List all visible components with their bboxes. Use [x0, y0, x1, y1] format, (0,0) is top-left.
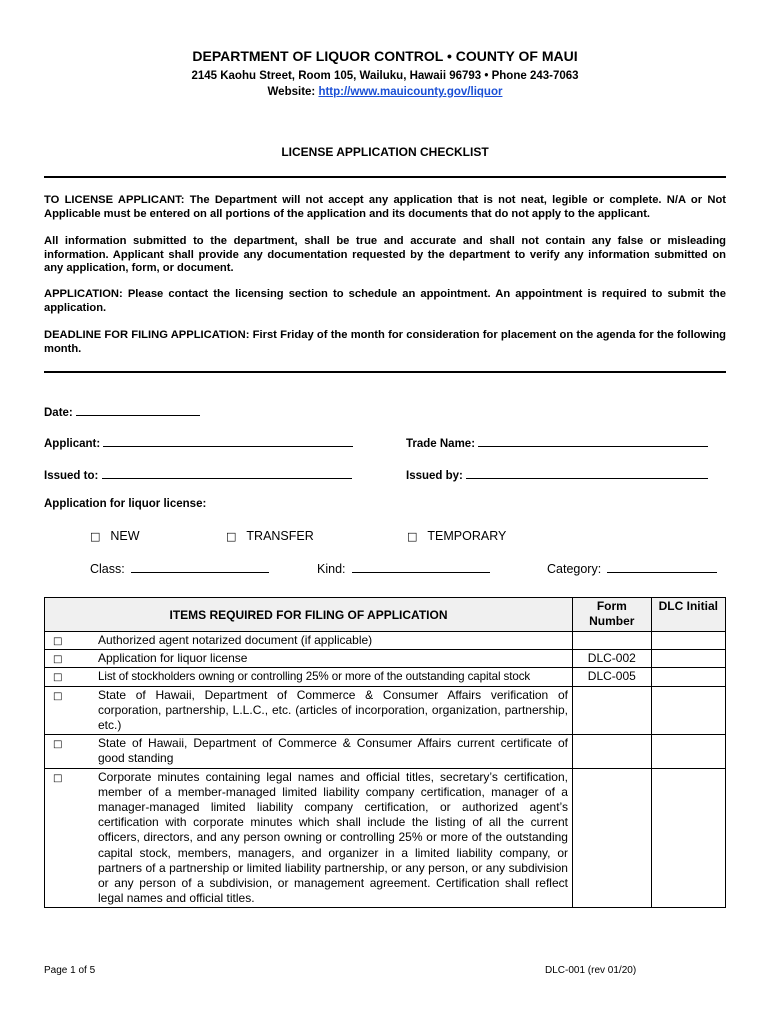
class-input-line[interactable] — [131, 560, 269, 573]
table-row — [45, 735, 726, 768]
item-cell — [45, 632, 573, 650]
item-checkbox[interactable]: □ — [53, 690, 63, 702]
kind-input-line[interactable] — [352, 560, 490, 573]
form-number-header: Form Number — [572, 598, 651, 632]
table-row — [45, 632, 726, 650]
checklist-title: LICENSE APPLICATION CHECKLIST — [281, 145, 489, 159]
item-text: Authorized agent notarized document (if applicable) — [98, 633, 373, 647]
option-temporary[interactable] — [407, 529, 506, 543]
form-revision: DLC-001 (rev 01/20) — [545, 965, 637, 976]
date-field — [44, 404, 200, 419]
dlc-initial-cell[interactable] — [651, 650, 725, 668]
page-number: Page 1 of 5 — [44, 965, 96, 976]
instruction-applicant: TO LICENSE APPLICANT: The Department will not accept any application that is not neat, legible or complete. N/A or Not Applicable must be entered on all portions of the application and its documents that do not apply to the applicant. — [44, 194, 726, 220]
transfer-label: TRANSFER — [246, 529, 314, 543]
table-row — [45, 650, 726, 668]
item-checkbox[interactable]: □ — [53, 739, 63, 751]
department-address: 2145 Kaohu Street, Room 105, Wailuku, Hawaii 96793 • Phone 243-7063 — [191, 70, 579, 82]
item-text: Application for liquor license — [98, 651, 248, 666]
item-text: Corporate minutes containing legal names and official titles, secretary’s certification, member of a member-managed limited liability company certification, manager of a manager-managed limited liability company certification, or authorized agent’s certification with corporate minutes which shall include the listing of all the current officers, directors, and any person owning or controlling 25% or more of the outstanding capital stock, members, managers, and organizer in a limited liability company, or partners of a partnership or limited liability partnership, or any person, or any subdivision or any person of a subdivision, or management agreement. Certification shall reflect legal names and official titles. — [98, 769, 568, 906]
website-label: Website: — [267, 86, 316, 98]
bottom-divider — [44, 371, 726, 373]
category-label: Category: — [547, 562, 602, 576]
issued-by-label: Issued by: — [406, 470, 463, 482]
application-for-label: Application for liquor license: — [44, 498, 207, 510]
form-number-cell: DLC-005 — [572, 668, 651, 686]
form-number-cell — [572, 768, 651, 908]
item-checkbox[interactable]: □ — [53, 672, 63, 684]
instruction-appointment: APPLICATION: Please contact the licensing section to schedule an appointment. An appointment is required to submit the application. — [44, 288, 726, 314]
item-checkbox[interactable]: □ — [53, 772, 63, 784]
items-header: ITEMS REQUIRED FOR FILING OF APPLICATION — [45, 598, 573, 632]
issued-to-field — [44, 467, 352, 482]
item-checkbox[interactable]: □ — [53, 654, 63, 666]
table-row — [45, 686, 726, 735]
instruction-deadline: DEADLINE FOR FILING APPLICATION: First Friday of the month for consideration for placement on the agenda for the following month. — [44, 329, 726, 355]
department-title: DEPARTMENT OF LIQUOR CONTROL • COUNTY OF MAUI — [192, 48, 578, 64]
item-text: State of Hawaii, Department of Commerce & Consumer Affairs current certificate of good standing — [98, 736, 568, 766]
department-website — [0, 86, 770, 98]
date-input-line[interactable] — [76, 404, 200, 416]
temporary-label: TEMPORARY — [427, 529, 507, 543]
top-divider — [44, 176, 726, 178]
item-checkbox[interactable]: □ — [53, 636, 63, 647]
item-cell — [45, 686, 573, 735]
table-row — [45, 668, 726, 686]
requirements-table — [44, 597, 726, 908]
item-cell — [45, 668, 573, 686]
new-label: NEW — [110, 529, 140, 543]
kind-field — [317, 560, 490, 576]
item-cell — [45, 768, 573, 908]
item-cell — [45, 650, 573, 668]
kind-label: Kind: — [317, 562, 346, 576]
instruction-accuracy: All information submitted to the department, shall be true and accurate and shall not contain any false or misleading information. Applicant shall provide any documentation requested by the department to verify any information submitted on any application, form, or document. — [44, 235, 726, 275]
trade-name-field — [406, 435, 708, 450]
trade-name-input-line[interactable] — [478, 435, 708, 447]
dlc-initial-header: DLC Initial — [651, 598, 725, 632]
applicant-input-line[interactable] — [103, 435, 353, 447]
form-number-cell — [572, 632, 651, 650]
temporary-checkbox[interactable]: □ — [407, 530, 418, 543]
issued-by-field — [406, 467, 708, 482]
category-input-line[interactable] — [607, 560, 717, 573]
dlc-initial-cell[interactable] — [651, 686, 725, 735]
date-label: Date: — [44, 407, 73, 419]
option-new[interactable] — [90, 529, 140, 543]
website-link[interactable]: http://www.mauicounty.gov/liquor — [318, 86, 503, 98]
applicant-field — [44, 435, 353, 450]
table-row — [45, 768, 726, 908]
form-number-cell — [572, 735, 651, 768]
category-field — [547, 560, 717, 576]
table-header-row — [45, 598, 726, 632]
applicant-label: Applicant: — [44, 438, 101, 450]
item-text: State of Hawaii, Department of Commerce & Consumer Affairs verification of corporation, partnership, L.L.C., etc. (articles of incorporation, organization, partnership, etc.) — [98, 687, 568, 733]
dlc-initial-cell[interactable] — [651, 668, 725, 686]
dlc-initial-cell[interactable] — [651, 768, 725, 908]
item-text: List of stockholders owning or controlling 25% or more of the outstanding capital stock — [98, 670, 531, 684]
form-number-cell: DLC-002 — [572, 650, 651, 668]
option-transfer[interactable] — [226, 529, 314, 543]
transfer-checkbox[interactable]: □ — [226, 530, 237, 543]
trade-name-label: Trade Name: — [406, 438, 476, 450]
dlc-initial-cell[interactable] — [651, 632, 725, 650]
new-checkbox[interactable]: □ — [90, 530, 101, 543]
class-field — [90, 560, 269, 576]
class-label: Class: — [90, 562, 125, 576]
issued-to-input-line[interactable] — [102, 467, 352, 479]
form-number-cell — [572, 686, 651, 735]
issued-to-label: Issued to: — [44, 470, 99, 482]
issued-by-input-line[interactable] — [466, 467, 708, 479]
dlc-initial-cell[interactable] — [651, 735, 725, 768]
item-cell — [45, 735, 573, 768]
